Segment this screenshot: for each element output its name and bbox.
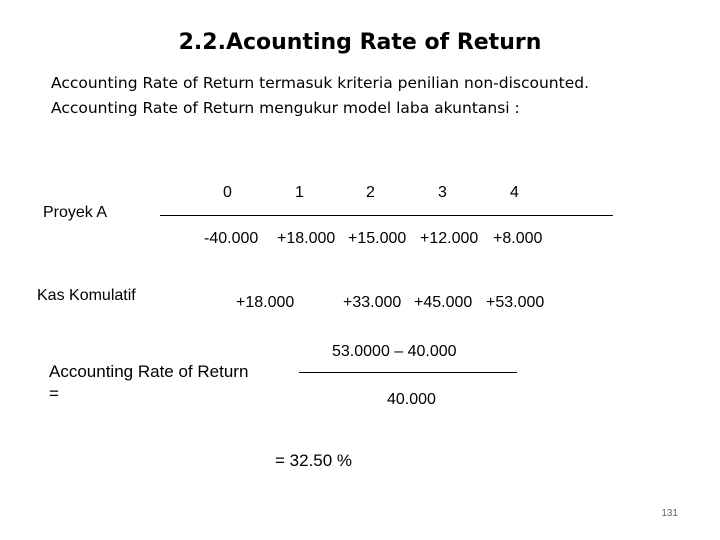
slide-title: 2.2.Acounting Rate of Return xyxy=(178,30,542,55)
formula-label: Accounting Rate of Return xyxy=(49,362,249,381)
cash-flow-4: +8.000 xyxy=(493,230,543,247)
cumulative-value-2: +33.000 xyxy=(343,294,402,311)
cumulative-label: Kas Komulatif xyxy=(37,287,136,304)
intro-line-2: Accounting Rate of Return mengukur model laba akuntansi : xyxy=(51,99,520,117)
period-2: 2 xyxy=(366,184,375,201)
formula-denominator: 40.000 xyxy=(387,391,436,408)
formula-result: = 32.50 % xyxy=(275,451,353,470)
intro-line-1: Accounting Rate of Return termasuk kriteria penilian non-discounted. xyxy=(51,74,590,92)
period-0: 0 xyxy=(223,184,232,201)
fraction-bar xyxy=(299,372,517,373)
cash-flow-1: +18.000 xyxy=(277,230,336,247)
formula-numerator: 53.0000 – 40.000 xyxy=(332,343,457,360)
period-3: 3 xyxy=(438,184,447,201)
formula-equals: = xyxy=(49,384,59,403)
period-1: 1 xyxy=(295,184,304,201)
timeline-rule xyxy=(160,215,613,216)
cumulative-value-3: +45.000 xyxy=(414,294,473,311)
project-label: Proyek A xyxy=(43,204,108,221)
cumulative-value-1: +18.000 xyxy=(236,294,295,311)
cash-flow-0: -40.000 xyxy=(204,230,259,247)
cash-flow-3: +12.000 xyxy=(420,230,479,247)
cumulative-value-4: +53.000 xyxy=(486,294,545,311)
period-4: 4 xyxy=(510,184,519,201)
page-number: 131 xyxy=(661,508,678,519)
cash-flow-2: +15.000 xyxy=(348,230,407,247)
